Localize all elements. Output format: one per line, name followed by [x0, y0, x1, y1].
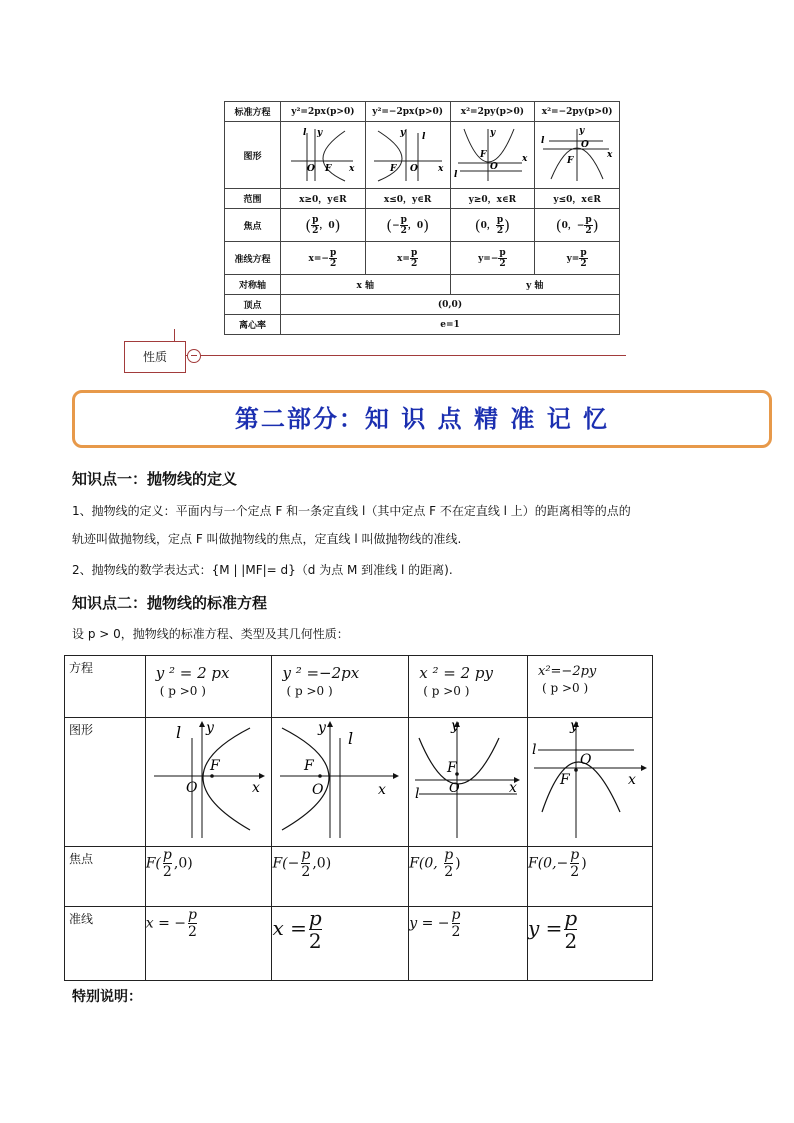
- mini-f-label: F: [389, 163, 397, 174]
- range-label: 范围: [225, 189, 281, 209]
- y-label: y: [570, 718, 578, 734]
- focus-label: 焦点: [225, 209, 281, 242]
- mini-o-label: O: [581, 139, 589, 150]
- mini-x-label: x: [348, 163, 355, 174]
- directrix-label: 准线方程: [225, 242, 281, 275]
- vertex-cell: (0,0): [281, 295, 620, 315]
- mini-y-label: y: [316, 127, 323, 138]
- x-label: x: [378, 782, 387, 798]
- equation-cell: [528, 656, 653, 718]
- mini-y-label: y: [399, 127, 405, 138]
- header-cell: x²=−2py(p>0): [535, 102, 620, 122]
- x-label: x: [628, 772, 636, 788]
- mini-y-label: y: [490, 127, 496, 138]
- equation: y ² = 2 px: [155, 664, 230, 682]
- focus-cell: (− $\frac{p}{2}$ ，0): [365, 209, 450, 242]
- standard-equation-table: [64, 655, 653, 981]
- focus-cell: F(0,− $\frac{p}{2}$ ): [528, 847, 653, 907]
- equation-cell: [409, 656, 528, 718]
- mini-y-label: y: [579, 125, 585, 136]
- mini-l-label: l: [302, 127, 307, 138]
- focus-cell: F(0, $\frac{p}{2}$ ): [409, 847, 528, 907]
- mindmap-connector: [174, 329, 175, 341]
- mini-x-label: x: [437, 163, 443, 174]
- header-cell: x²=2py(p>0): [450, 102, 535, 122]
- mini-l-label: l: [421, 131, 426, 142]
- section-banner: 第二部分：知 识 点 精 准 记 忆: [72, 390, 772, 448]
- f-label: F: [304, 758, 315, 774]
- equation: x ² = 2 py: [419, 664, 493, 682]
- kp2-title: 知识点二：抛物线的标准方程: [72, 594, 268, 612]
- mini-graph-left: [365, 122, 450, 189]
- graph-right: [145, 718, 272, 847]
- range-cell: y≤0，x∈R: [535, 189, 620, 209]
- mini-x-label: x: [522, 153, 528, 164]
- equation: x²=−2py: [538, 664, 597, 679]
- axis-label: 对称轴: [225, 275, 281, 295]
- header-cell: y²=2px(p>0): [281, 102, 366, 122]
- mini-graph-up: [450, 122, 535, 189]
- focus-cell: ( $\frac{p}{2}$ ，0): [281, 209, 366, 242]
- mindmap-node-properties[interactable]: 性质: [124, 341, 186, 373]
- collapse-icon[interactable]: [187, 349, 201, 363]
- graph-down: [528, 718, 653, 847]
- summary-table: [224, 101, 620, 335]
- axis-cell: y 轴: [450, 275, 620, 295]
- range-cell: x≤0，y∈R: [365, 189, 450, 209]
- o-label: O: [449, 781, 460, 796]
- focus-cell: F(− $\frac{p}{2}$ ,0): [272, 847, 409, 907]
- f-label: F: [560, 772, 570, 788]
- focus-cell: (0，− $\frac{p}{2}$ ): [535, 209, 620, 242]
- ecc-label: 离心率: [225, 315, 281, 335]
- x-label: x: [509, 780, 518, 796]
- mini-graph-right: [281, 122, 366, 189]
- row-label: 图形: [65, 718, 146, 847]
- row-label: 准线: [65, 907, 146, 981]
- mini-l-label: l: [541, 135, 545, 146]
- o-label: O: [580, 752, 592, 768]
- header-cell: 标准方程: [225, 102, 281, 122]
- condition: ( p >0 ): [286, 684, 333, 698]
- kp1-title: 知识点一：抛物线的定义: [72, 470, 238, 488]
- o-label: O: [312, 782, 324, 798]
- equation-cell: [272, 656, 409, 718]
- condition: ( p >0 ): [159, 684, 206, 698]
- graph-left: [272, 718, 409, 847]
- mini-graph-down: [535, 122, 620, 189]
- l-label: l: [175, 723, 181, 742]
- kp1-line1: 1、抛物线的定义：平面内与一个定点 F 和一条定直线 l（其中定点 F 不在定直线 l 上）的距离相等的点的: [72, 504, 631, 518]
- condition: ( p >0 ): [423, 684, 470, 698]
- mini-o-label: O: [409, 163, 418, 174]
- mini-o-label: O: [306, 163, 315, 174]
- mindmap-branch-line: [184, 355, 626, 356]
- row-label: 方程: [65, 656, 146, 718]
- condition: ( p >0 ): [542, 681, 589, 695]
- mini-o-label: O: [490, 161, 499, 172]
- f-label: F: [209, 758, 220, 774]
- directrix-cell: y=− $\frac{p}{2}$: [450, 242, 535, 275]
- header-cell: y²=−2px(p>0): [365, 102, 450, 122]
- range-cell: y≥0，x∈R: [450, 189, 535, 209]
- y-label: y: [318, 720, 327, 736]
- graph-up: [409, 718, 528, 847]
- directrix-cell: x=− $\frac{p}{2}$: [281, 242, 366, 275]
- f-label: F: [447, 760, 457, 776]
- focus-cell: F( $\frac{p}{2}$ ,0): [145, 847, 272, 907]
- equation: y ² =−2px: [282, 664, 360, 682]
- mini-f-label: F: [567, 155, 574, 166]
- mini-l-label: l: [454, 169, 458, 180]
- o-label: O: [185, 780, 198, 796]
- directrix-cell: x= $\frac{p}{2}$: [365, 242, 450, 275]
- directrix-cell: x = $\frac{p}{2}$: [272, 907, 409, 981]
- kp2-intro: 设 p > 0，抛物线的标准方程、类型及其几何性质：: [72, 627, 349, 641]
- l-label: l: [415, 786, 420, 802]
- axis-cell: x 轴: [281, 275, 451, 295]
- l-label: l: [348, 729, 354, 748]
- mini-f-label: F: [480, 149, 487, 160]
- special-note: 特别说明：: [72, 989, 142, 1005]
- figure-label: 图形: [225, 122, 281, 189]
- ecc-cell: e=1: [281, 315, 620, 335]
- mini-f-label: F: [324, 163, 332, 174]
- equation-cell: [145, 656, 272, 718]
- l-label: l: [532, 742, 537, 758]
- mini-x-label: x: [607, 149, 613, 160]
- directrix-cell: x = − $\frac{p}{2}$: [145, 907, 272, 981]
- kp1-line3: 2、抛物线的数学表达式：{M | |MF|= d}（d 为点 M 到准线 l 的距离).: [72, 563, 453, 577]
- y-label: y: [205, 720, 214, 736]
- row-label: 焦点: [65, 847, 146, 907]
- vertex-label: 顶点: [225, 295, 281, 315]
- x-label: x: [251, 780, 260, 796]
- directrix-cell: y= $\frac{p}{2}$: [535, 242, 620, 275]
- range-cell: x≥0，y∈R: [281, 189, 366, 209]
- kp1-line2: 轨迹叫做抛物线，定点 F 叫做抛物线的焦点，定直线 l 叫做抛物线的准线.: [72, 532, 462, 546]
- focus-cell: (0， $\frac{p}{2}$ ): [450, 209, 535, 242]
- directrix-cell: y = $\frac{p}{2}$: [528, 907, 653, 981]
- y-label: y: [451, 718, 460, 734]
- directrix-cell: y = − $\frac{p}{2}$: [409, 907, 528, 981]
